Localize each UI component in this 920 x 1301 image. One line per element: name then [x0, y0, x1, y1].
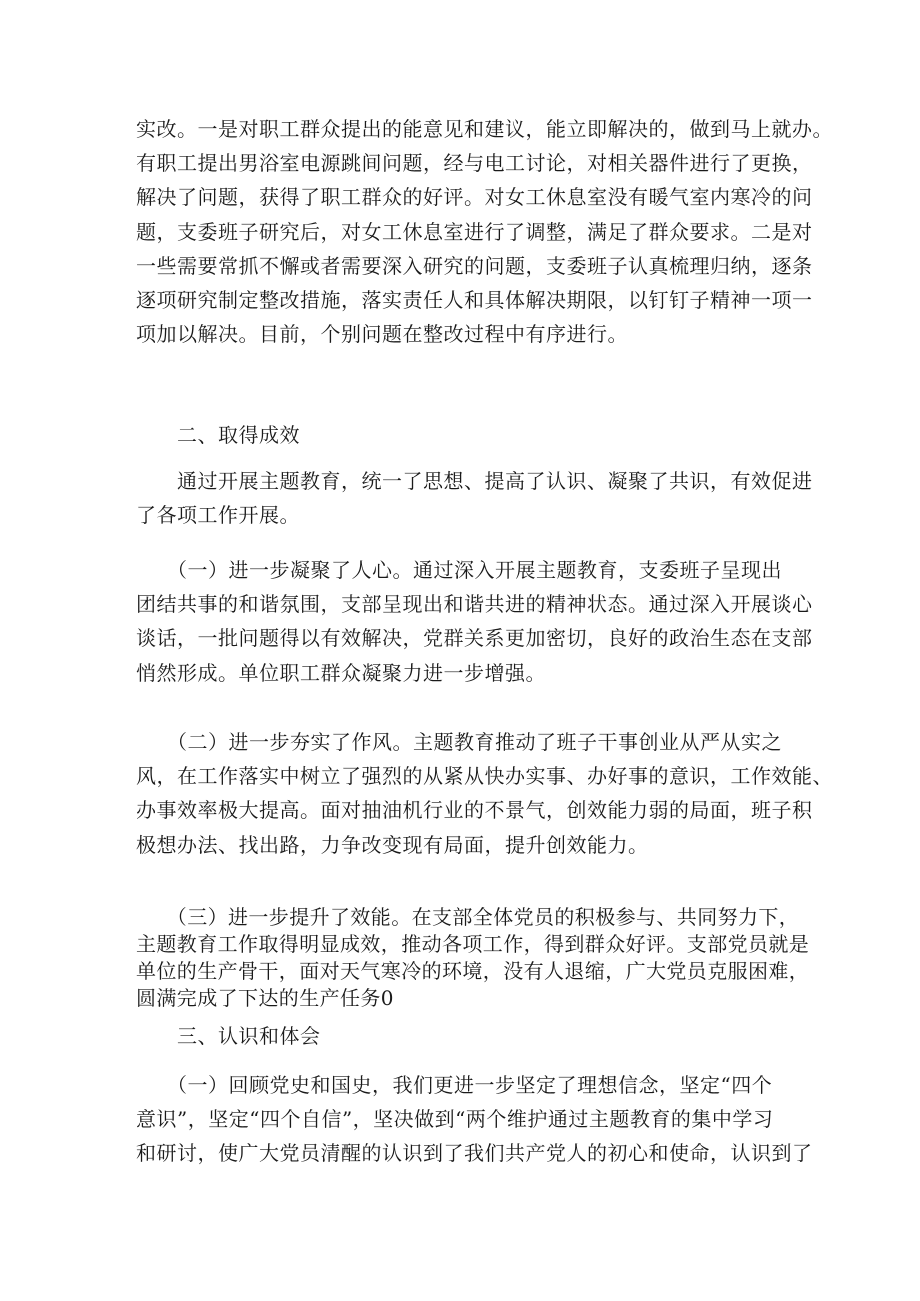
text-line: 极想办法、找出路，力争改变现有局面，提升创效能力。	[136, 832, 649, 857]
text-line: （一）进一步凝聚了人心。通过深入开展主题教育，支委班子呈现出	[136, 558, 782, 582]
paragraph-understanding-item-1	[136, 1068, 813, 1171]
text-line: （一）回顾党史和国史，我们更进一步坚定了理想信念，坚定“四个	[136, 1073, 773, 1097]
text-line: 逐项研究制定整改措施，落实责任人和具体解决期限，以钉钉子精神一项一	[136, 287, 813, 312]
text-line: 团结共事的和谐氛围，支部呈现出和谐共进的精神状态。通过深入开展谈心	[136, 592, 813, 617]
section-heading-results	[136, 418, 800, 452]
text-line: 一些需要常抓不懈或者需要深入研究的问题，支委班子认真梳理归纳，逐条	[136, 253, 813, 278]
text-line: 了各项工作开展。	[136, 503, 300, 528]
text-line: 单位的生产骨干，面对天气寒冷的环境，没有人退缩，广大党员克服困难，	[136, 959, 810, 983]
text-line: 题，支委班子研究后，对女工休息室进行了调整，满足了群众要求。二是对	[136, 219, 813, 244]
paragraph-results-item-2	[136, 725, 833, 862]
text-line: 项加以解决。目前，个别问题在整改过程中有序进行。	[136, 322, 628, 347]
text-line: （二）进一步夯实了作风。主题教育推动了班子干事创业从严从实之	[136, 730, 782, 754]
text-line: 主题教育工作取得明显成效，推动各项工作，得到群众好评。支部党员就是	[136, 932, 810, 956]
paragraph-results-intro	[136, 464, 813, 532]
paragraph-results-item-1	[136, 553, 813, 690]
text-line: 圆满完成了下达的生产任务0	[136, 986, 394, 1010]
text-line: 解决了问题，获得了职工群众的好评。对女工休息室没有暖气室内寒冷的问	[136, 185, 813, 210]
paragraph-results-item-3	[136, 904, 810, 1012]
paragraph-rectification-measures	[136, 112, 833, 351]
text-line: 通过开展主题教育，统一了思想、提高了认识、凝聚了共识，有效促进	[136, 469, 813, 493]
text-line: 谈话，一批问题得以有效解决，党群关系更加密切，良好的政治生态在支部	[136, 626, 813, 651]
text-line: 实改。一是对职工群众提出的能意见和建议，能立即解决的，做到马上就办。	[136, 117, 833, 141]
text-line: 意识”，坚定“四个自信”，坚决做到“两个维护通过主题教育的集中学习	[136, 1107, 774, 1132]
text-line: （三）进一步提升了效能。在支部全体党员的积极参与、共同努力下，	[136, 905, 800, 929]
text-line: 和研讨，使广大党员清醒的认识到了我们共产党人的初心和使命，认识到了	[136, 1141, 813, 1166]
text-line: 风，在工作落实中树立了强烈的从紧从快办实事、办好事的意识，工作效能、	[136, 764, 833, 789]
heading-text: 二、取得成效	[136, 423, 300, 447]
text-line: 办事效率极大提高。面对抽油机行业的不景气，创效能力弱的局面，班子积	[136, 798, 813, 823]
text-line: 有职工提出男浴室电源跳间问题，经与电工讨论，对相关器件进行了更换，	[136, 151, 813, 176]
section-heading-understanding	[136, 1019, 800, 1053]
heading-text: 三、认识和体会	[136, 1024, 321, 1048]
text-line: 悄然形成。单位职工群众凝聚力进一步增强。	[136, 660, 546, 685]
